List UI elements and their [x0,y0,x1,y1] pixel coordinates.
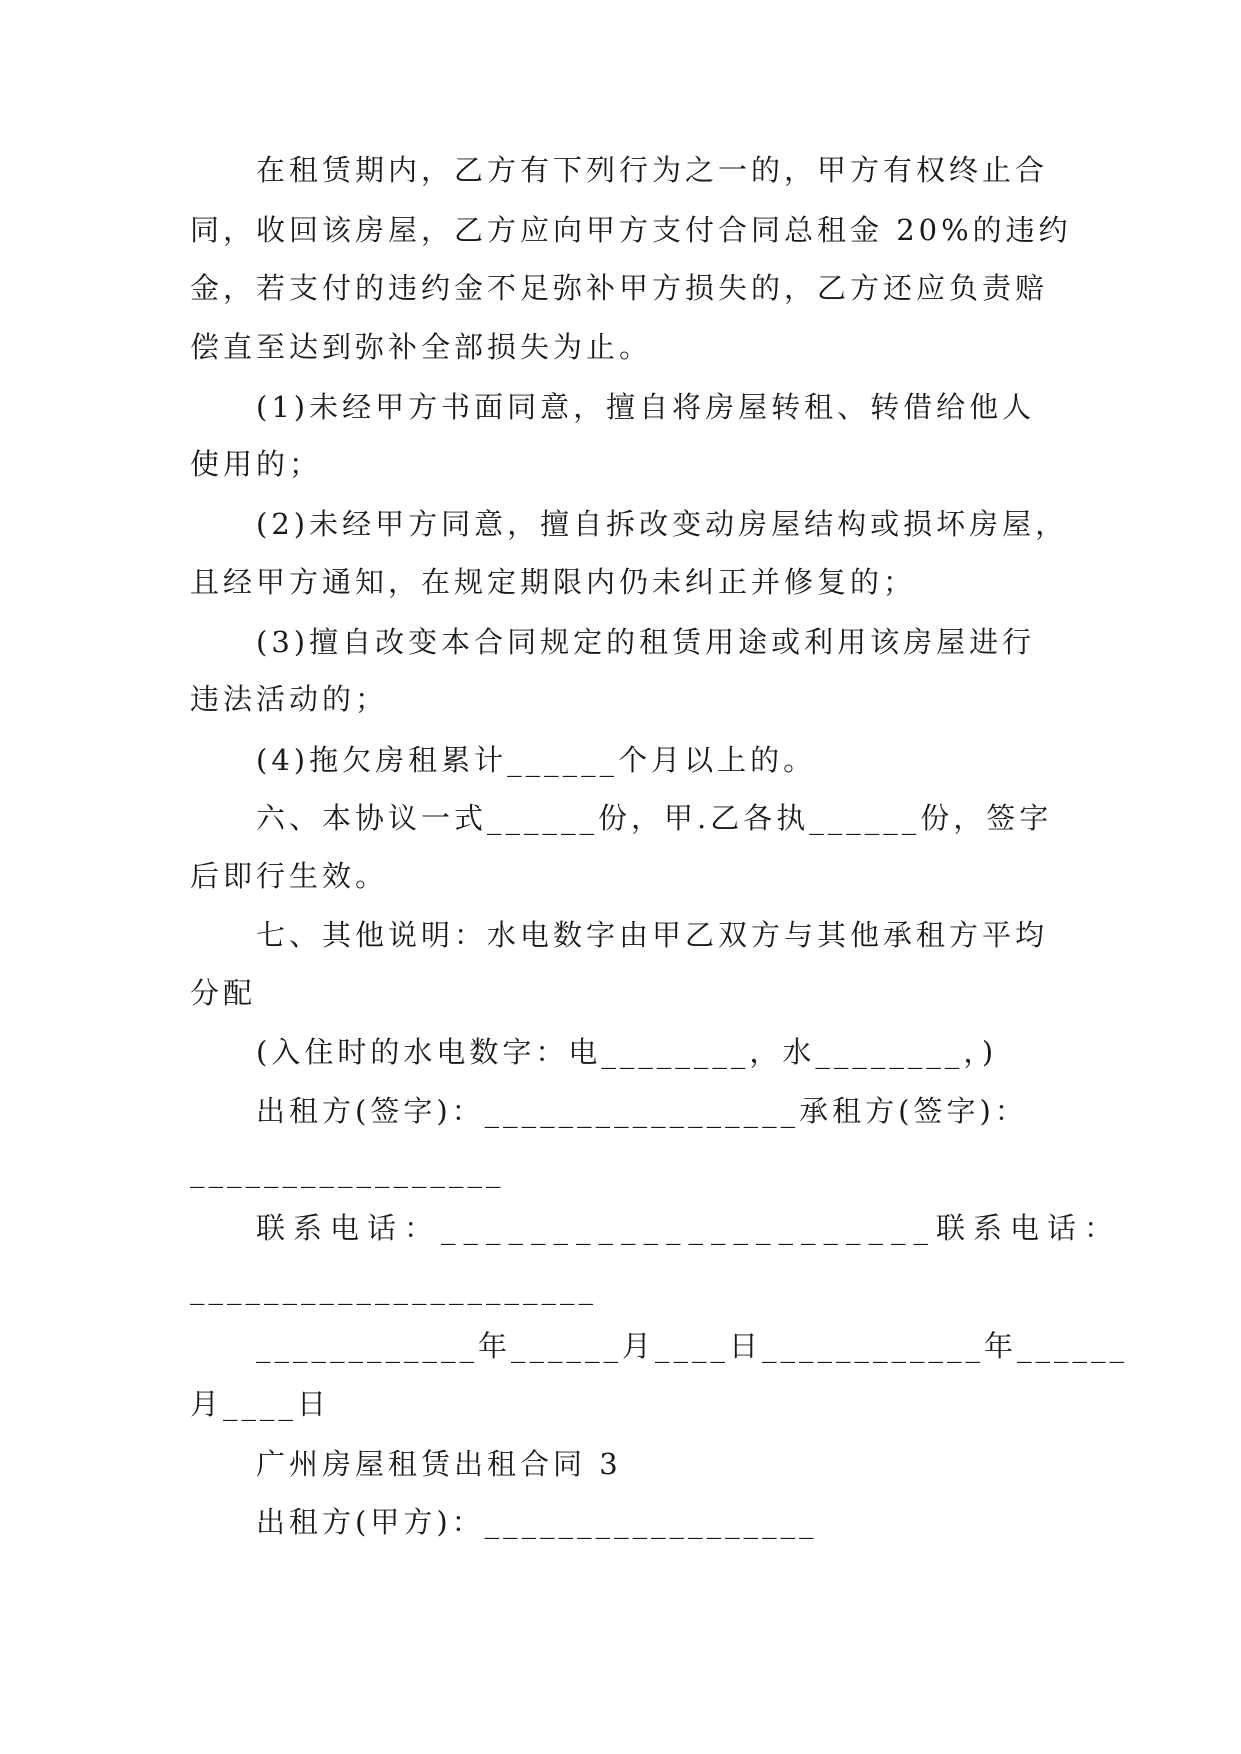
text-line: 分配 [190,976,257,1010]
text-line: 七、其他说明：水电数字由甲乙双方与其他承租方平均 [256,918,1049,952]
text-line: 且经甲方通知，在规定期限内仍未纠正并修复的； [190,565,917,599]
text-line: 在租赁期内，乙方有下列行为之一的，甲方有权终止合 [256,153,1049,187]
text-line: 出租方(甲方)：__________________ [256,1505,818,1539]
text-line: 后即行生效。 [190,859,389,893]
signature-line: 出租方(签字)：_________________承租方(签字)： [256,1094,1028,1128]
date-line: ____________年______月____日____________年______ [256,1329,1129,1363]
text-line: 偿直至达到弥补全部损失为止。 [190,330,653,364]
phone-line: 联系电话：______________________联系电话： [256,1211,1122,1245]
text-line: 金，若支付的违约金不足弥补甲方损失的，乙方还应负责赔 [190,271,1049,305]
text-line: (2)未经甲方同意，擅自拆改变动房屋结构或损坏房屋， [256,507,1069,541]
text-line: (4)拖欠房租累计______个月以上的。 [256,743,817,777]
text-line: 六、本协议一式______份，甲.乙各执______份，签字 [256,801,1053,835]
text-line: (3)擅自改变本合同规定的租赁用途或利用该房屋进行 [256,625,1036,659]
date-line: 月____日 [190,1387,331,1421]
text-line: (入住时的水电数字：电________，水________，) [256,1035,998,1069]
section-title: 广州房屋租赁出租合同 3 [256,1447,622,1481]
text-line: (1)未经甲方书面同意，擅自将房屋转租、转借给他人 [256,390,1036,424]
signature-line: _________________ [190,1154,505,1188]
text-line: 同，收回该房屋，乙方应向甲方支付合同总租金 20%的违约 [190,213,1072,247]
text-line: 违法活动的； [190,682,389,716]
text-line: 使用的； [190,447,323,481]
phone-line: ______________________ [190,1271,597,1305]
